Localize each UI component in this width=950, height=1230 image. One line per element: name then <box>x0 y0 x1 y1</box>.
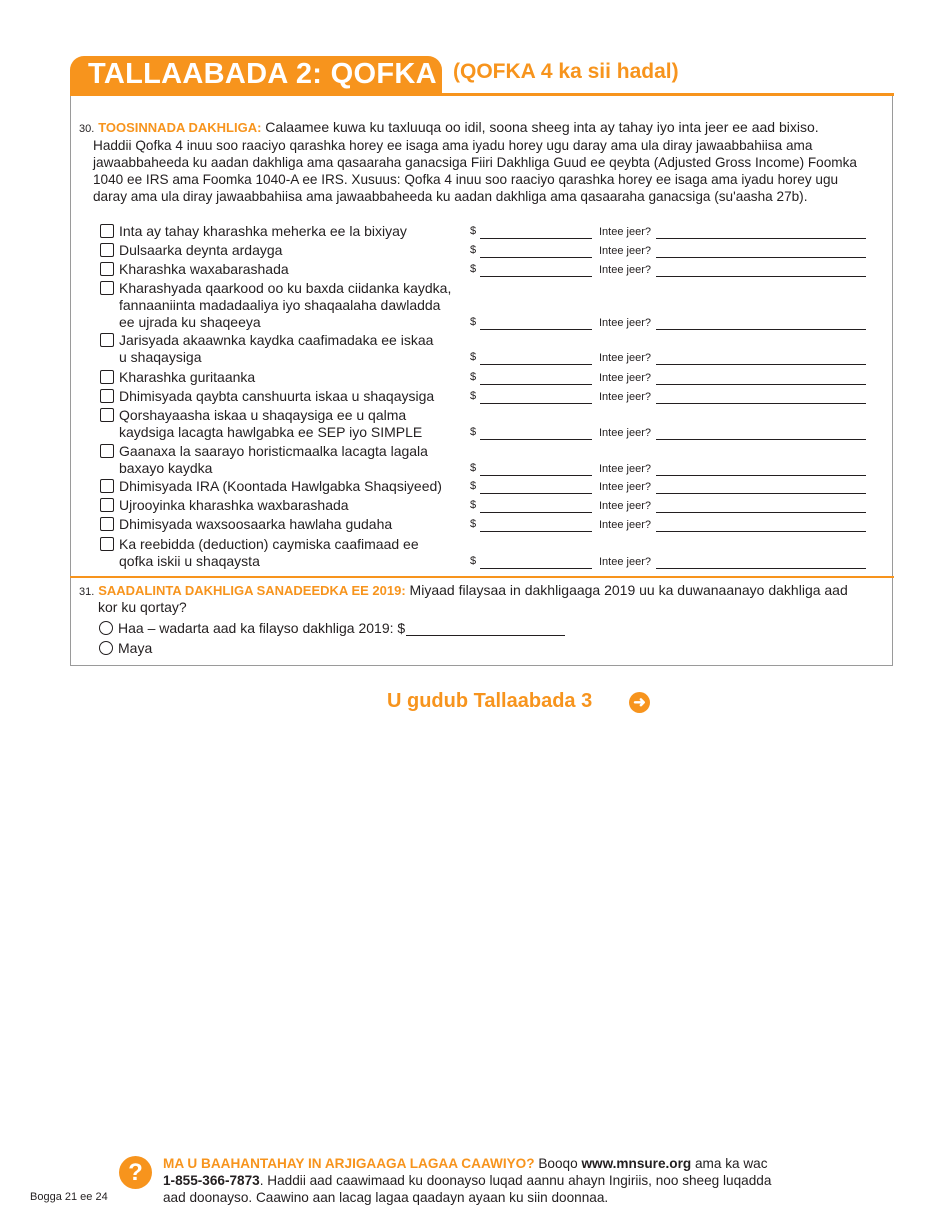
dollar-sign: $ <box>470 499 477 511</box>
frequency-input[interactable] <box>656 439 866 440</box>
deduction-checkbox[interactable] <box>100 408 114 422</box>
radio-no-label: Maya <box>118 640 153 656</box>
q30-number: 30. <box>79 123 95 135</box>
q31-text-cont: kor ku qortay? <box>98 599 187 615</box>
radio-no[interactable] <box>99 641 113 655</box>
how-often-label: Intee jeer? <box>599 463 651 475</box>
q30-para-line: daray ama ula diray jawaabbahiisa ama jawaabbaheeda ku aadan dakhliga ama qasaaraha ganacsiga (su'aasha 27b). <box>93 189 808 204</box>
deduction-label: qofka iskii u shaqaysta <box>119 553 260 569</box>
deduction-checkbox[interactable] <box>100 243 114 257</box>
deduction-checkbox[interactable] <box>100 444 114 458</box>
how-often-label: Intee jeer? <box>599 391 651 403</box>
how-often-label: Intee jeer? <box>599 372 651 384</box>
q31-number: 31. <box>79 586 95 598</box>
section-divider <box>70 576 894 578</box>
deduction-label: Kharashka waxabarashada <box>119 261 289 277</box>
deduction-label: baxayo kaydka <box>119 460 213 476</box>
deduction-checkbox[interactable] <box>100 281 114 295</box>
radio-yes[interactable] <box>99 621 113 635</box>
dollar-sign: $ <box>470 225 477 237</box>
deduction-label: Gaanaxa la saarayo horisticmaalka lacagta lagala <box>119 443 428 459</box>
frequency-input[interactable] <box>656 257 866 258</box>
deduction-label: Dhimisyada IRA (Koontada Hawlgabka Shaqsiyeed) <box>119 478 442 494</box>
q30-para-line: jawaabbaheeda ku aadan dakhliga ama qasaaraha ganacsiga Fiiri Dakhliga Guud ee qeybta (Adjusted Gross Income) Foomka <box>93 155 857 170</box>
deduction-checkbox[interactable] <box>100 333 114 347</box>
amount-input[interactable] <box>480 329 592 330</box>
deduction-label: kaydsiga lacagta hawlgabka ee SEP iyo SIMPLE <box>119 424 423 440</box>
amount-input[interactable] <box>480 531 592 532</box>
deduction-label: u shaqaysiga <box>119 349 202 365</box>
website-link[interactable]: www.mnsure.org <box>581 1156 692 1171</box>
page-title: TALLAABADA 2: QOFKA 4 <box>88 58 461 90</box>
amount-input[interactable] <box>480 257 592 258</box>
q31-text: Miyaad filaysaa in dakhligaaga 2019 uu ka duwanaanayo dakhliga aad <box>409 582 848 598</box>
dollar-sign: $ <box>470 371 477 383</box>
amount-input[interactable] <box>480 238 592 239</box>
how-often-label: Intee jeer? <box>599 556 651 568</box>
help-text: Booqo <box>534 1156 582 1171</box>
deduction-checkbox[interactable] <box>100 262 114 276</box>
deduction-label: Qorshayaasha iskaa u shaqaysiga ee u qalma <box>119 407 407 423</box>
frequency-input[interactable] <box>656 403 866 404</box>
dollar-sign: $ <box>470 263 477 275</box>
q30-intro: Calaamee kuwa ku taxluuqa oo idil, soona sheeg inta ay tahay iyo inta jeer ee aad bixiso. <box>265 119 819 135</box>
how-often-label: Intee jeer? <box>599 226 651 238</box>
frequency-input[interactable] <box>656 493 866 494</box>
frequency-input[interactable] <box>656 238 866 239</box>
q30-heading-row <box>79 119 819 138</box>
frequency-input[interactable] <box>656 531 866 532</box>
q31-heading-row <box>79 582 848 601</box>
amount-input[interactable] <box>480 493 592 494</box>
deduction-label: Jarisyada akaawnka kaydka caafimadaka ee iskaa <box>119 332 434 348</box>
q30-paragraph <box>93 137 890 205</box>
how-often-label: Intee jeer? <box>599 352 651 364</box>
how-often-label: Intee jeer? <box>599 519 651 531</box>
deduction-checkbox[interactable] <box>100 370 114 384</box>
deduction-label: Dhimisyada waxsoosaarka hawlaha gudaha <box>119 516 393 532</box>
dollar-sign: $ <box>470 555 477 567</box>
deduction-label: ee ujrada ku shaqeeya <box>119 314 261 330</box>
dollar-sign: $ <box>470 462 477 474</box>
deduction-checkbox[interactable] <box>100 517 114 531</box>
dollar-sign: $ <box>470 351 477 363</box>
how-often-label: Intee jeer? <box>599 264 651 276</box>
how-often-label: Intee jeer? <box>599 427 651 439</box>
q30-heading: TOOSINNADA DAKHLIGA: <box>98 120 262 135</box>
deduction-label: fannaaniinta madadaaliya iyo shaqaalaha dawladda <box>119 297 441 313</box>
deduction-label: Kharashka guritaanka <box>119 369 256 385</box>
amount-input[interactable] <box>480 475 592 476</box>
amount-input[interactable] <box>480 276 592 277</box>
deduction-label: Dhimisyada qaybta canshuurta iskaa u shaqaysiga <box>119 388 435 404</box>
frequency-input[interactable] <box>656 475 866 476</box>
q30-para-line: Haddii Qofka 4 inuu soo raaciyo qarashka horey ee isaga ama iyadu horey ugu daray ama ula diray jawaabbahiisa ama <box>93 138 813 153</box>
radio-yes-label: Haa – wadarta aad ka filayso dakhliga 2019: $ <box>118 620 406 636</box>
deduction-label: Ka reebidda (deduction) caymiska caafimaad ee <box>119 536 419 552</box>
q31-heading: SAADALINTA DAKHLIGA SANADEEDKA EE 2019: <box>98 583 406 598</box>
dollar-sign: $ <box>470 426 477 438</box>
income-2019-input[interactable] <box>406 635 565 636</box>
how-often-label: Intee jeer? <box>599 500 651 512</box>
page-number: Bogga 21 ee 24 <box>30 1191 108 1203</box>
deduction-checkbox[interactable] <box>100 498 114 512</box>
how-often-label: Intee jeer? <box>599 317 651 329</box>
arrow-right-icon: ➜ <box>629 692 650 713</box>
frequency-input[interactable] <box>656 276 866 277</box>
how-often-label: Intee jeer? <box>599 481 651 493</box>
frequency-input[interactable] <box>656 329 866 330</box>
deduction-checkbox[interactable] <box>100 479 114 493</box>
deduction-checkbox[interactable] <box>100 224 114 238</box>
phone-number[interactable]: 1-855-366-7873 <box>163 1173 260 1188</box>
amount-input[interactable] <box>480 384 592 385</box>
deduction-checkbox[interactable] <box>100 537 114 551</box>
amount-input[interactable] <box>480 568 592 569</box>
amount-input[interactable] <box>480 364 592 365</box>
next-step-link[interactable]: U gudub Tallaabada 3 <box>387 690 593 712</box>
help-question-icon: ? <box>119 1156 152 1189</box>
amount-input[interactable] <box>480 439 592 440</box>
deduction-label: Inta ay tahay kharashka meherka ee la bixiyay <box>119 223 407 239</box>
frequency-input[interactable] <box>656 512 866 513</box>
help-text: ama ka wac <box>691 1156 768 1171</box>
dollar-sign: $ <box>470 518 477 530</box>
help-text: . Haddii aad caawimaad ku doonayso luqad aannu ahayn Ingiriis, noo sheeg luqadda <box>259 1173 772 1188</box>
frequency-input[interactable] <box>656 568 866 569</box>
frequency-input[interactable] <box>656 364 866 365</box>
amount-input[interactable] <box>480 512 592 513</box>
frequency-input[interactable] <box>656 384 866 385</box>
deduction-label: Kharashyada qaarkood oo ku baxda ciidanka kaydka, <box>119 280 452 296</box>
dollar-sign: $ <box>470 316 477 328</box>
dollar-sign: $ <box>470 390 477 402</box>
help-footer <box>163 1155 823 1206</box>
how-often-label: Intee jeer? <box>599 245 651 257</box>
amount-input[interactable] <box>480 403 592 404</box>
dollar-sign: $ <box>470 480 477 492</box>
deduction-label: Dulsaarka deynta ardayga <box>119 242 283 258</box>
deduction-label: Ujrooyinka kharashka waxbarashada <box>119 497 349 513</box>
q30-para-line: 1040 ee IRS ama Foomka 1040-A ee IRS. Xusuus: Qofka 4 inuu soo raaciyo qarashka horey ee isaga ama iyadu horey ugu <box>93 172 839 187</box>
help-text: aad doonayso. Caawino aan lacag lagaa qaadayn ayaan ku siin doonnaa. <box>163 1190 609 1205</box>
page-subtitle: (QOFKA 4 ka sii hadal) <box>453 60 679 83</box>
deduction-checkbox[interactable] <box>100 389 114 403</box>
dollar-sign: $ <box>470 244 477 256</box>
help-heading: MA U BAAHANTAHAY IN ARJIGAAGA LAGAA CAAWIYO? <box>163 1156 535 1171</box>
